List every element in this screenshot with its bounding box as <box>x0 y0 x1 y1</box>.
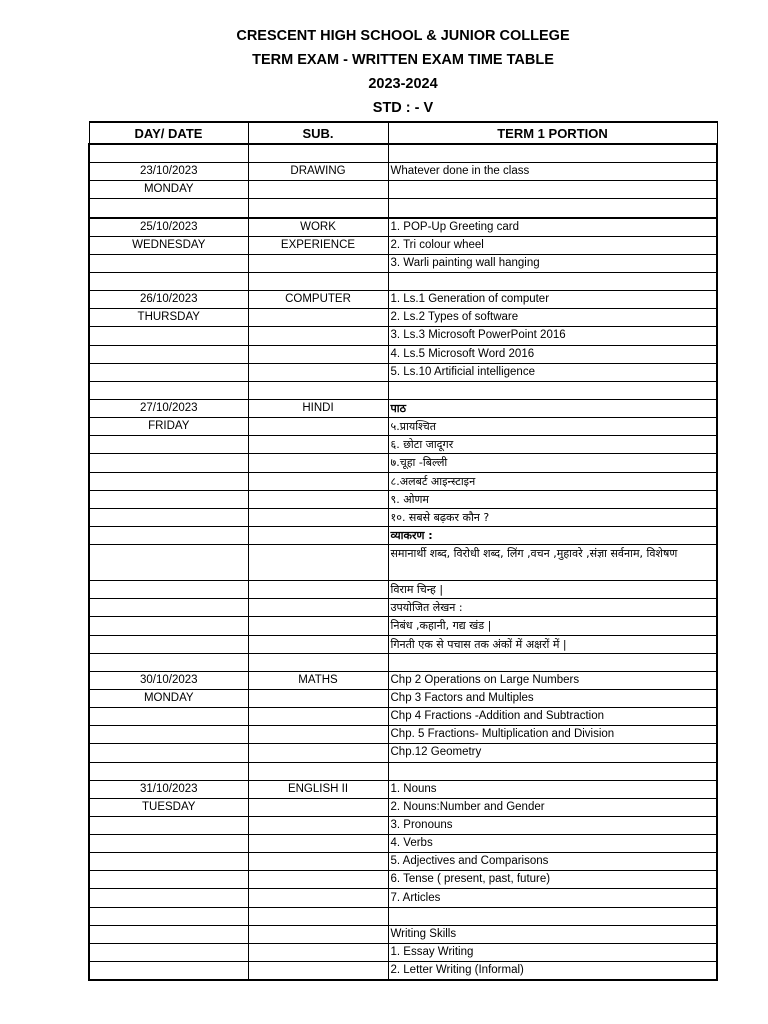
subject-cell <box>248 363 388 381</box>
table-row <box>89 291 717 309</box>
table-row <box>89 762 717 780</box>
subject-cell <box>248 454 388 472</box>
day-date-cell <box>89 363 248 381</box>
day-date-cell <box>89 816 248 834</box>
subject-cell <box>248 181 388 199</box>
portion-cell: ९. ओणम <box>388 490 717 508</box>
table-row <box>89 181 717 199</box>
column-header-subject: SUB. <box>248 122 388 144</box>
day-date-cell <box>89 835 248 853</box>
table-row <box>89 635 717 653</box>
table-row <box>89 581 717 599</box>
table-row <box>89 345 717 363</box>
subject-cell <box>248 635 388 653</box>
portion-cell: गिनती एक से पचास तक अंकों में अक्षरों में | <box>388 635 717 653</box>
day-date-cell <box>89 508 248 526</box>
table-row <box>89 545 717 581</box>
day-date-cell <box>89 472 248 490</box>
day-date-cell <box>89 889 248 907</box>
column-header-portion: TERM 1 PORTION <box>388 122 717 144</box>
portion-cell: 4. Ls.5 Microsoft Word 2016 <box>388 345 717 363</box>
day-date-cell <box>89 762 248 780</box>
subject-cell <box>248 144 388 163</box>
portion-cell: Writing Skills <box>388 925 717 943</box>
day-date-cell: 25/10/2023 <box>89 218 248 237</box>
day-date-cell <box>89 526 248 544</box>
subject-cell <box>248 816 388 834</box>
day-date-cell <box>89 635 248 653</box>
day-date-cell: MONDAY <box>89 181 248 199</box>
table-row <box>89 254 717 272</box>
day-date-cell <box>89 144 248 163</box>
day-date-cell: WEDNESDAY <box>89 236 248 254</box>
table-row <box>89 199 717 218</box>
subject-cell: HINDI <box>248 399 388 417</box>
subject-cell <box>248 309 388 327</box>
day-date-cell <box>89 345 248 363</box>
portion-cell: १०. सबसे बढ़कर कौन ? <box>388 508 717 526</box>
portion-cell: 2. Ls.2 Types of software <box>388 309 717 327</box>
subject-cell <box>248 545 388 581</box>
portion-cell <box>388 653 717 671</box>
day-date-cell <box>89 925 248 943</box>
portion-cell: समानार्थी शब्द, विरोधी शब्द, लिंग ,वचन ,मुहावरे ,संज्ञा सर्वनाम, विशेषण <box>388 545 717 581</box>
table-row <box>89 617 717 635</box>
portion-cell: ७.चूहा -बिल्ली <box>388 454 717 472</box>
portion-cell <box>388 762 717 780</box>
portion-cell <box>388 907 717 925</box>
subject-cell <box>248 708 388 726</box>
day-date-cell <box>89 381 248 399</box>
day-date-cell <box>89 617 248 635</box>
subject-cell <box>248 599 388 617</box>
portion-cell: 6. Tense ( present, past, future) <box>388 871 717 889</box>
exam-title: TERM EXAM - WRITTEN EXAM TIME TABLE <box>252 52 554 68</box>
table-row <box>89 816 717 834</box>
portion-cell: 4. Verbs <box>388 835 717 853</box>
table-row <box>89 708 717 726</box>
subject-cell: COMPUTER <box>248 291 388 309</box>
portion-cell: व्याकरण : <box>388 526 717 544</box>
subject-cell <box>248 835 388 853</box>
table-row <box>89 726 717 744</box>
portion-cell: निबंध ,कहानी, गद्य खंड | <box>388 617 717 635</box>
portion-cell <box>388 144 717 163</box>
day-date-cell: 26/10/2023 <box>89 291 248 309</box>
table-row <box>89 943 717 961</box>
table-row <box>89 272 717 290</box>
day-date-cell <box>89 254 248 272</box>
subject-cell <box>248 726 388 744</box>
portion-cell: ८.अलबर्ट आइन्स्टाइन <box>388 472 717 490</box>
portion-cell <box>388 181 717 199</box>
day-date-cell: FRIDAY <box>89 418 248 436</box>
table-header-row <box>89 122 717 144</box>
table-row <box>89 526 717 544</box>
day-date-cell <box>89 272 248 290</box>
subject-cell <box>248 689 388 707</box>
table-row <box>89 418 717 436</box>
day-date-cell: TUESDAY <box>89 798 248 816</box>
table-row <box>89 798 717 816</box>
table-row <box>89 925 717 943</box>
subject-cell <box>248 762 388 780</box>
portion-cell: पाठ <box>388 399 717 417</box>
table-row <box>89 472 717 490</box>
day-date-cell <box>89 327 248 345</box>
subject-cell <box>248 744 388 762</box>
portion-cell: विराम चिन्ह | <box>388 581 717 599</box>
table-row <box>89 780 717 798</box>
school-name: CRESCENT HIGH SCHOOL & JUNIOR COLLEGE <box>236 28 570 44</box>
table-row <box>89 327 717 345</box>
table-row <box>89 236 717 254</box>
day-date-cell <box>89 545 248 581</box>
portion-cell: ६. छोटा जादूगर <box>388 436 717 454</box>
subject-cell <box>248 508 388 526</box>
day-date-cell <box>89 490 248 508</box>
subject-cell <box>248 889 388 907</box>
day-date-cell: MONDAY <box>89 689 248 707</box>
day-date-cell: 30/10/2023 <box>89 671 248 689</box>
day-date-cell <box>89 853 248 871</box>
day-date-cell <box>89 454 248 472</box>
subject-cell: EXPERIENCE <box>248 236 388 254</box>
portion-cell: 2. Tri colour wheel <box>388 236 717 254</box>
day-date-cell <box>89 653 248 671</box>
table-row <box>89 671 717 689</box>
portion-cell: Chp 4 Fractions -Addition and Subtraction <box>388 708 717 726</box>
portion-cell <box>388 381 717 399</box>
portion-cell: 1. POP-Up Greeting card <box>388 218 717 237</box>
portion-cell: 7. Articles <box>388 889 717 907</box>
table-row <box>89 853 717 871</box>
portion-cell: 5. Ls.10 Artificial intelligence <box>388 363 717 381</box>
day-date-cell <box>89 599 248 617</box>
subject-cell <box>248 853 388 871</box>
subject-cell <box>248 526 388 544</box>
subject-cell <box>248 943 388 961</box>
subject-cell <box>248 962 388 981</box>
portion-cell: 2. Letter Writing (Informal) <box>388 962 717 981</box>
table-row <box>89 363 717 381</box>
day-date-cell: THURSDAY <box>89 309 248 327</box>
portion-cell: 1. Nouns <box>388 780 717 798</box>
timetable-body <box>89 144 717 980</box>
portion-cell: 2. Nouns:Number and Gender <box>388 798 717 816</box>
table-row <box>89 653 717 671</box>
table-row <box>89 689 717 707</box>
table-row <box>89 599 717 617</box>
subject-cell <box>248 798 388 816</box>
day-date-cell: 31/10/2023 <box>89 780 248 798</box>
subject-cell <box>248 490 388 508</box>
table-row <box>89 381 717 399</box>
subject-cell: WORK <box>248 218 388 237</box>
subject-cell <box>248 381 388 399</box>
portion-cell: Chp 3 Factors and Multiples <box>388 689 717 707</box>
table-row <box>89 218 717 237</box>
table-row <box>89 399 717 417</box>
subject-cell <box>248 617 388 635</box>
document-header <box>0 24 768 120</box>
subject-cell <box>248 472 388 490</box>
subject-cell <box>248 871 388 889</box>
day-date-cell <box>89 962 248 981</box>
subject-cell <box>248 418 388 436</box>
table-row <box>89 744 717 762</box>
portion-cell: Whatever done in the class <box>388 163 717 181</box>
column-header-day-date: DAY/ DATE <box>89 122 248 144</box>
day-date-cell: 23/10/2023 <box>89 163 248 181</box>
table-row <box>89 163 717 181</box>
table-row <box>89 835 717 853</box>
portion-cell: उपयोजित लेखन : <box>388 599 717 617</box>
table-row <box>89 490 717 508</box>
portion-cell: 3. Warli painting wall hanging <box>388 254 717 272</box>
subject-cell <box>248 345 388 363</box>
subject-cell <box>248 581 388 599</box>
day-date-cell <box>89 581 248 599</box>
day-date-cell <box>89 726 248 744</box>
portion-cell: Chp 2 Operations on Large Numbers <box>388 671 717 689</box>
day-date-cell <box>89 708 248 726</box>
subject-cell <box>248 925 388 943</box>
day-date-cell <box>89 744 248 762</box>
standard-label: STD : - V <box>372 100 434 116</box>
subject-cell: DRAWING <box>248 163 388 181</box>
table-row <box>89 889 717 907</box>
table-row <box>89 871 717 889</box>
table-row <box>89 144 717 163</box>
day-date-cell <box>89 436 248 454</box>
subject-cell <box>248 199 388 218</box>
table-row <box>89 508 717 526</box>
table-row <box>89 907 717 925</box>
subject-cell <box>248 907 388 925</box>
day-date-cell <box>89 943 248 961</box>
subject-cell: MATHS <box>248 671 388 689</box>
portion-cell: Chp.12 Geometry <box>388 744 717 762</box>
subject-cell <box>248 254 388 272</box>
subject-cell <box>248 272 388 290</box>
table-row <box>89 436 717 454</box>
portion-cell <box>388 199 717 218</box>
day-date-cell <box>89 871 248 889</box>
table-row <box>89 962 717 981</box>
day-date-cell <box>89 199 248 218</box>
subject-cell <box>248 436 388 454</box>
day-date-cell <box>89 907 248 925</box>
portion-cell: 5. Adjectives and Comparisons <box>388 853 717 871</box>
table-row <box>89 309 717 327</box>
day-date-cell: 27/10/2023 <box>89 399 248 417</box>
portion-cell <box>388 272 717 290</box>
portion-cell: 1. Ls.1 Generation of computer <box>388 291 717 309</box>
portion-cell: Chp. 5 Fractions- Multiplication and Division <box>388 726 717 744</box>
table-row <box>89 454 717 472</box>
portion-cell: 3. Ls.3 Microsoft PowerPoint 2016 <box>388 327 717 345</box>
subject-cell <box>248 653 388 671</box>
subject-cell: ENGLISH II <box>248 780 388 798</box>
subject-cell <box>248 327 388 345</box>
portion-cell: 1. Essay Writing <box>388 943 717 961</box>
portion-cell: ५.प्रायश्चित <box>388 418 717 436</box>
academic-year: 2023-2024 <box>368 76 438 92</box>
timetable <box>88 121 718 981</box>
portion-cell: 3. Pronouns <box>388 816 717 834</box>
